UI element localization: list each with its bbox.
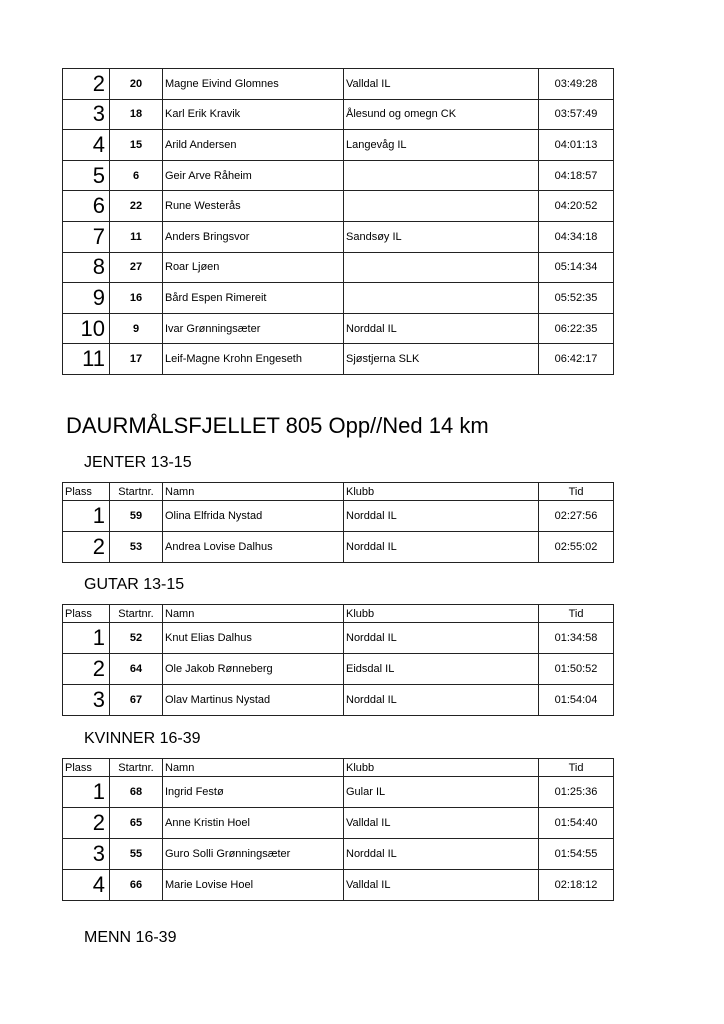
table-row <box>63 99 614 130</box>
cell-namn: Anne Kristin Hoel <box>163 808 344 839</box>
table-header-row <box>63 759 614 777</box>
cell-plass: 1 <box>63 623 110 654</box>
cell-klubb: Norddal IL <box>344 532 539 563</box>
cell-tid: 01:54:04 <box>539 685 614 716</box>
cell-startnr: 6 <box>110 160 163 191</box>
cell-plass: 11 <box>63 344 110 375</box>
cell-startnr: 68 <box>110 777 163 808</box>
class-title: MENN 16-39 <box>84 929 177 946</box>
header-namn: Namn <box>163 605 344 623</box>
cell-plass: 4 <box>63 870 110 901</box>
cell-namn: Bård Espen Rimereit <box>163 283 344 314</box>
cell-plass: 7 <box>63 221 110 252</box>
cell-startnr: 64 <box>110 654 163 685</box>
cell-tid: 01:25:36 <box>539 777 614 808</box>
cell-namn: Andrea Lovise Dalhus <box>163 532 344 563</box>
cell-plass: 10 <box>63 313 110 344</box>
cell-plass: 3 <box>63 685 110 716</box>
cell-startnr: 17 <box>110 344 163 375</box>
cell-startnr: 15 <box>110 130 163 161</box>
header-klubb: Klubb <box>344 483 539 501</box>
cell-namn: Ingrid Festø <box>163 777 344 808</box>
header-startnr: Startnr. <box>110 759 163 777</box>
cell-plass: 2 <box>63 69 110 100</box>
cell-namn: Marie Lovise Hoel <box>163 870 344 901</box>
cell-plass: 6 <box>63 191 110 222</box>
cell-namn: Knut Elias Dalhus <box>163 623 344 654</box>
cell-tid: 06:22:35 <box>539 313 614 344</box>
cell-klubb: Norddal IL <box>344 839 539 870</box>
cell-klubb: Sjøstjerna SLK <box>344 344 539 375</box>
table-row <box>63 623 614 654</box>
results-table <box>62 758 614 901</box>
cell-startnr: 59 <box>110 501 163 532</box>
cell-klubb <box>344 283 539 314</box>
cell-startnr: 52 <box>110 623 163 654</box>
cell-klubb: Valldal IL <box>344 69 539 100</box>
cell-tid: 01:54:40 <box>539 808 614 839</box>
cell-klubb: Sandsøy IL <box>344 221 539 252</box>
results-table <box>62 604 614 716</box>
table-row <box>63 839 614 870</box>
table-row <box>63 344 614 375</box>
cell-klubb: Langevåg IL <box>344 130 539 161</box>
cell-namn: Karl Erik Kravik <box>163 99 344 130</box>
cell-namn: Olina Elfrida Nystad <box>163 501 344 532</box>
header-namn: Namn <box>163 483 344 501</box>
cell-namn: Ivar Grønningsæter <box>163 313 344 344</box>
cell-tid: 02:18:12 <box>539 870 614 901</box>
cell-klubb: Norddal IL <box>344 623 539 654</box>
cell-plass: 5 <box>63 160 110 191</box>
cell-startnr: 18 <box>110 99 163 130</box>
cell-klubb: Valldal IL <box>344 870 539 901</box>
table-row <box>63 777 614 808</box>
cell-tid: 03:57:49 <box>539 99 614 130</box>
cell-startnr: 67 <box>110 685 163 716</box>
cell-plass: 2 <box>63 808 110 839</box>
cell-tid: 04:01:13 <box>539 130 614 161</box>
cell-namn: Ole Jakob Rønneberg <box>163 654 344 685</box>
header-plass: Plass <box>63 605 110 623</box>
header-startnr: Startnr. <box>110 483 163 501</box>
cell-klubb <box>344 252 539 283</box>
table-row <box>63 130 614 161</box>
cell-namn: Guro Solli Grønningsæter <box>163 839 344 870</box>
cell-tid: 01:50:52 <box>539 654 614 685</box>
cell-tid: 05:14:34 <box>539 252 614 283</box>
cell-startnr: 66 <box>110 870 163 901</box>
table-row <box>63 313 614 344</box>
class-title: KVINNER 16-39 <box>84 730 201 747</box>
cell-klubb: Ålesund og omegn CK <box>344 99 539 130</box>
table-row <box>63 221 614 252</box>
class-title: JENTER 13-15 <box>84 454 192 471</box>
cell-tid: 05:52:35 <box>539 283 614 314</box>
table-row <box>63 808 614 839</box>
cell-klubb: Norddal IL <box>344 313 539 344</box>
cell-tid: 06:42:17 <box>539 344 614 375</box>
cell-plass: 9 <box>63 283 110 314</box>
table-row <box>63 69 614 100</box>
results-table-previous-class <box>62 68 614 375</box>
table-row <box>63 870 614 901</box>
cell-namn: Rune Westerås <box>163 191 344 222</box>
table-row <box>63 252 614 283</box>
cell-klubb <box>344 191 539 222</box>
header-klubb: Klubb <box>344 759 539 777</box>
cell-plass: 2 <box>63 532 110 563</box>
cell-plass: 3 <box>63 99 110 130</box>
cell-klubb <box>344 160 539 191</box>
header-tid: Tid <box>539 605 614 623</box>
cell-plass: 1 <box>63 777 110 808</box>
cell-startnr: 22 <box>110 191 163 222</box>
table-row <box>63 501 614 532</box>
cell-startnr: 53 <box>110 532 163 563</box>
cell-plass: 2 <box>63 654 110 685</box>
cell-tid: 02:55:02 <box>539 532 614 563</box>
class-title: GUTAR 13-15 <box>84 576 185 593</box>
cell-plass: 4 <box>63 130 110 161</box>
header-plass: Plass <box>63 483 110 501</box>
cell-namn: Roar Ljøen <box>163 252 344 283</box>
cell-namn: Anders Bringsvor <box>163 221 344 252</box>
race-title: DAURMÅLSFJELLET 805 Opp//Ned 14 km <box>66 413 489 438</box>
cell-klubb: Norddal IL <box>344 501 539 532</box>
cell-namn: Olav Martinus Nystad <box>163 685 344 716</box>
cell-namn: Leif-Magne Krohn Engeseth <box>163 344 344 375</box>
cell-startnr: 27 <box>110 252 163 283</box>
cell-startnr: 65 <box>110 808 163 839</box>
cell-tid: 04:20:52 <box>539 191 614 222</box>
table-row <box>63 160 614 191</box>
cell-startnr: 16 <box>110 283 163 314</box>
header-klubb: Klubb <box>344 605 539 623</box>
results-table <box>62 482 614 563</box>
cell-startnr: 9 <box>110 313 163 344</box>
cell-tid: 01:34:58 <box>539 623 614 654</box>
cell-startnr: 11 <box>110 221 163 252</box>
cell-startnr: 55 <box>110 839 163 870</box>
table-row <box>63 191 614 222</box>
cell-startnr: 20 <box>110 69 163 100</box>
cell-plass: 3 <box>63 839 110 870</box>
table-row <box>63 532 614 563</box>
header-tid: Tid <box>539 759 614 777</box>
cell-klubb: Eidsdal IL <box>344 654 539 685</box>
table-header-row <box>63 483 614 501</box>
cell-tid: 01:54:55 <box>539 839 614 870</box>
cell-tid: 02:27:56 <box>539 501 614 532</box>
header-plass: Plass <box>63 759 110 777</box>
cell-klubb: Gular IL <box>344 777 539 808</box>
header-tid: Tid <box>539 483 614 501</box>
header-startnr: Startnr. <box>110 605 163 623</box>
cell-tid: 04:34:18 <box>539 221 614 252</box>
cell-namn: Magne Eivind Glomnes <box>163 69 344 100</box>
table-row <box>63 283 614 314</box>
table-row <box>63 685 614 716</box>
table-header-row <box>63 605 614 623</box>
cell-klubb: Valldal IL <box>344 808 539 839</box>
table-row <box>63 654 614 685</box>
cell-namn: Geir Arve Råheim <box>163 160 344 191</box>
cell-plass: 1 <box>63 501 110 532</box>
cell-tid: 03:49:28 <box>539 69 614 100</box>
cell-tid: 04:18:57 <box>539 160 614 191</box>
cell-klubb: Norddal IL <box>344 685 539 716</box>
cell-namn: Arild Andersen <box>163 130 344 161</box>
header-namn: Namn <box>163 759 344 777</box>
cell-plass: 8 <box>63 252 110 283</box>
